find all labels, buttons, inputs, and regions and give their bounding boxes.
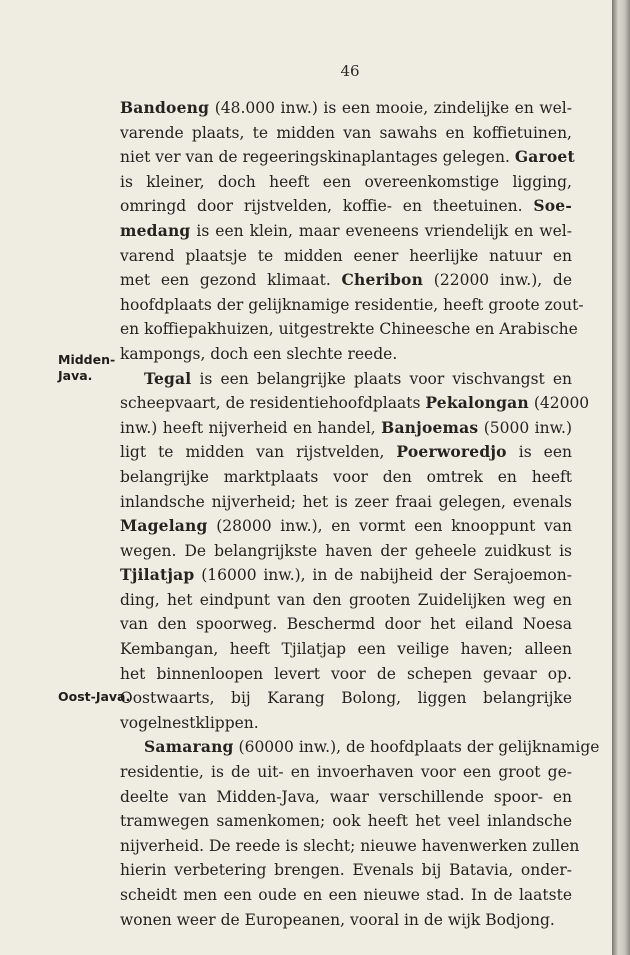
place-name: Poerworedjo xyxy=(396,442,507,462)
text-line xyxy=(120,735,600,760)
text-segment: hierin verbetering brengen. Evenals bij Batavia, onder- xyxy=(120,861,572,880)
text-line xyxy=(120,194,572,219)
text-segment: (16000 inw.), in de nabijheid der Serajoemon- xyxy=(194,566,572,585)
text-line xyxy=(120,563,572,588)
text-segment: (42000 xyxy=(528,394,590,413)
text-segment: kampongs, doch een slechte reede. xyxy=(120,344,398,363)
text-line xyxy=(120,170,572,195)
text-line xyxy=(120,293,584,318)
text-line xyxy=(120,317,578,342)
text-line xyxy=(120,145,575,170)
text-segment: wonen weer de Europeanen, vooral in de wijk Bodjong. xyxy=(120,910,555,929)
text-line xyxy=(120,465,572,490)
text-segment: Kembangan, heeft Tjilatjap een veilige haven; alleen xyxy=(120,640,572,659)
place-name: Garoet xyxy=(514,147,575,167)
text-segment: (48.000 inw.) is een mooie, zindelijke en wel- xyxy=(209,99,572,117)
place-name: Banjoemas xyxy=(381,417,479,437)
text-line xyxy=(120,612,572,637)
place-name: Cheribon xyxy=(341,270,424,290)
text-line xyxy=(120,883,572,908)
text-segment: varende plaats, te midden van sawahs en koffietuinen, xyxy=(120,123,572,142)
text-line xyxy=(120,785,572,810)
place-name: Bandoeng xyxy=(120,98,210,117)
margin-note-oost-java: Oost-Java. xyxy=(58,689,131,704)
text-segment: deelte van Midden-Java, waar verschillende spoor- en xyxy=(120,787,572,806)
text-segment: scheidt men een oude en een nieuwe stad. In de laatste xyxy=(120,886,572,904)
margin-note-line: Java. xyxy=(58,368,93,383)
text-line xyxy=(120,342,572,367)
text-line xyxy=(120,588,572,613)
text-line xyxy=(120,539,572,564)
text-segment: tramwegen samenkomen; ook heeft het veel inlandsche xyxy=(120,812,572,831)
text-line xyxy=(120,96,572,121)
text-segment: is een klein, maar eveneens vriendelijk en wel- xyxy=(190,221,572,240)
text-segment: (5000 inw.) xyxy=(478,418,572,437)
text-line xyxy=(120,686,572,711)
body-text xyxy=(120,96,600,932)
text-segment: en koffiepakhuizen, uitgestrekte Chineesche en Arabische xyxy=(120,320,578,339)
place-name: Pekalongan xyxy=(425,393,529,413)
text-line xyxy=(120,219,572,244)
text-segment: hoofdplaats der gelijknamige residentie, heeft groote zout- xyxy=(120,295,584,314)
text-segment: inw.) heeft nijverheid en handel, xyxy=(120,418,382,437)
text-segment: het binnenloopen levert voor de schepen gevaar op. xyxy=(120,664,572,683)
text-segment: omringd door rijstvelden, koffie- en theetuinen. xyxy=(120,197,534,216)
text-segment: belangrijke marktplaats voor den omtrek en heeft xyxy=(120,467,572,486)
text-segment: residentie, is de uit- en invoerhaven voor een groot ge- xyxy=(120,763,572,782)
text-line xyxy=(120,490,572,515)
text-segment: (60000 inw.), de hoofdplaats der gelijknamige xyxy=(233,738,600,757)
text-line xyxy=(120,711,572,736)
text-segment: vogelnestklippen. xyxy=(120,713,259,732)
text-line xyxy=(120,662,572,687)
text-segment: inlandsche nijverheid; het is zeer fraai gelegen, evenals xyxy=(120,492,572,511)
margin-note-line: Midden- xyxy=(58,352,116,367)
text-line xyxy=(120,514,572,539)
text-segment: niet ver van de regeeringskinaplantages gelegen. xyxy=(120,148,515,167)
text-segment: (28000 inw.), en vormt een knooppunt van xyxy=(207,517,572,536)
text-line xyxy=(120,908,572,933)
text-line xyxy=(120,367,572,392)
text-line xyxy=(120,391,590,416)
text-segment: varend plaatsje te midden eener heerlijke natuur en xyxy=(120,246,572,265)
text-line xyxy=(120,244,572,269)
text-line xyxy=(120,440,572,465)
page-number: 46 xyxy=(340,62,360,80)
text-line xyxy=(120,416,572,441)
place-name: Tegal xyxy=(144,368,192,388)
text-line xyxy=(120,858,572,883)
text-segment: nijverheid. De reede is slecht; nieuwe havenwerken zullen xyxy=(120,836,580,855)
place-name: medang xyxy=(120,220,191,240)
text-line xyxy=(120,809,572,834)
place-name: Magelang xyxy=(120,516,208,536)
book-spine xyxy=(612,0,630,955)
text-segment: Oostwaarts, bij Karang Bolong, liggen belangrijke xyxy=(120,689,572,708)
text-segment: wegen. De belangrijkste haven der geheele zuidkust is xyxy=(120,541,572,560)
margin-note-midden-java xyxy=(58,352,115,384)
text-segment: (22000 inw.), de xyxy=(423,271,572,290)
text-segment: ligt te midden van rijstvelden, xyxy=(120,443,397,462)
text-segment: is een xyxy=(506,443,572,462)
text-line xyxy=(120,121,572,146)
text-segment: met een gezond klimaat. xyxy=(120,271,342,290)
text-segment: ding, het eindpunt van den grooten Zuidelijken weg en xyxy=(120,590,572,609)
text-line xyxy=(120,834,580,859)
text-segment: is een belangrijke plaats voor vischvangst en xyxy=(191,369,572,388)
place-name: Soe- xyxy=(533,196,572,216)
text-line xyxy=(120,637,572,662)
text-segment: scheepvaart, de residentiehoofdplaats xyxy=(120,394,426,413)
text-segment: is kleiner, doch heeft een overeenkomstige ligging, xyxy=(120,172,572,191)
text-line xyxy=(120,268,572,293)
place-name: Samarang xyxy=(144,737,234,757)
text-line xyxy=(120,760,572,785)
text-segment: van den spoorweg. Beschermd door het eiland Noesa xyxy=(120,615,572,634)
place-name: Tjilatjap xyxy=(120,565,195,585)
